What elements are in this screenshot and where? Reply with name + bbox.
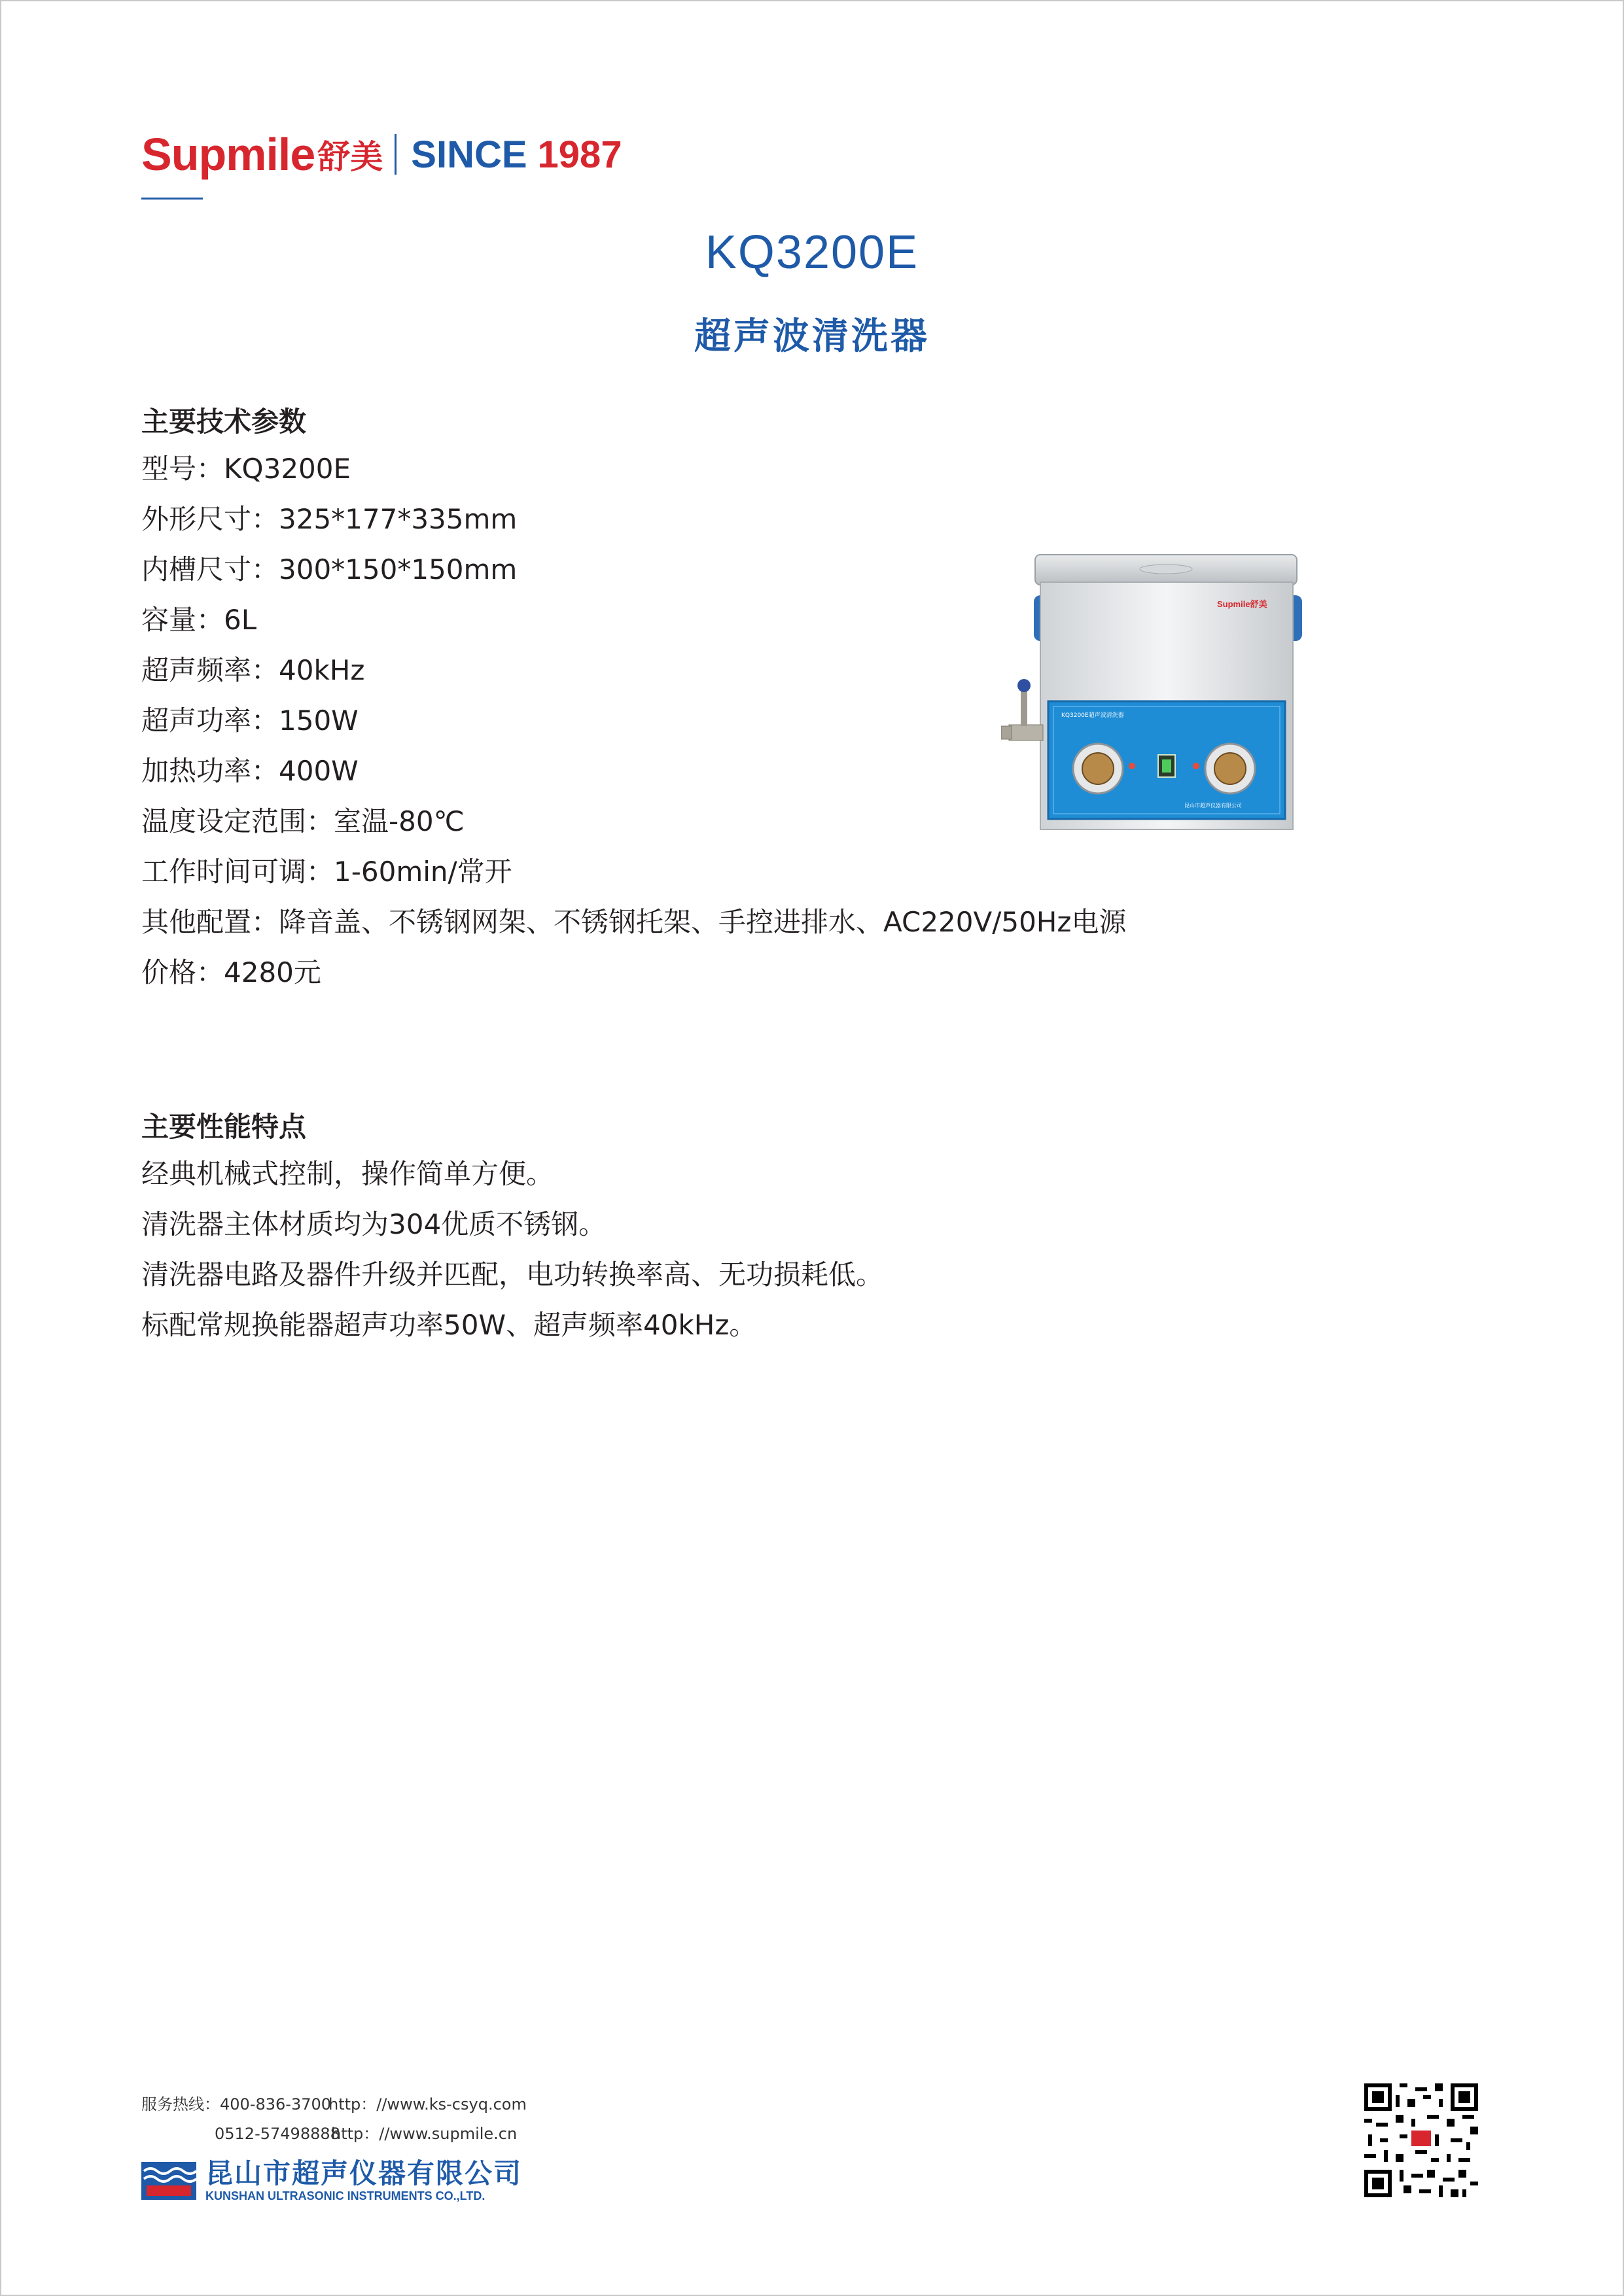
hotline-number-1: 400-836-3700 (220, 2095, 332, 2113)
feature-item: 标配常规换能器超声功率50W、超声频率40kHz。 (141, 1309, 757, 1341)
company-name-en: KUNSHAN ULTRASONIC INSTRUMENTS CO.,LTD. (205, 2189, 485, 2202)
spec-item: 超声频率：40kHz (141, 654, 365, 686)
product-brand-label: Supmile舒美 (1217, 599, 1267, 609)
specs-list (141, 444, 1126, 998)
website-link-2[interactable]: http：//www.supmile.cn (331, 2125, 518, 2143)
logo-divider (395, 134, 397, 175)
qr-code[interactable] (1364, 2083, 1478, 2197)
feature-item: 清洗器主体材质均为304优质不锈钢。 (141, 1208, 607, 1240)
hotline-label: 服务热线： (141, 2095, 220, 2113)
feature-item: 经典机械式控制，操作简单方便。 (141, 1158, 554, 1190)
feature-item: 清洗器电路及器件升级并匹配，电功转换率高、无功损耗低。 (141, 1259, 884, 1291)
panel-label: KQ3200E超声波清洗器 (1061, 712, 1124, 719)
panel-maker-label: 昆山市超声仪器有限公司 (1184, 803, 1242, 809)
spec-item: 加热功率：400W (141, 755, 359, 787)
features-heading: 主要性能特点 (141, 1111, 307, 1143)
hotline-number-2: 0512-57498888 (215, 2125, 340, 2143)
company-brand (141, 2159, 522, 2203)
features-list (141, 1149, 883, 1350)
features-section (141, 1105, 883, 1350)
brand-name-en: Supmile (141, 129, 315, 180)
valve-handle-icon (1017, 679, 1031, 692)
spec-item: 价格：4280元 (141, 956, 321, 988)
specs-heading: 主要技术参数 (141, 406, 307, 438)
spec-item: 其他配置：降音盖、不锈钢网架、不锈钢托架、手控进排水、AC220V/50Hz电源 (141, 906, 1127, 938)
brand-name-cn: 舒美 (317, 138, 383, 176)
spec-item: 工作时间可调：1-60min/常开 (141, 856, 512, 888)
header-accent-line (141, 198, 203, 200)
spec-item: 型号：KQ3200E (141, 453, 351, 485)
website-link-1[interactable]: http：//www.ks-csyq.com (328, 2095, 527, 2113)
since-label: SINCE (411, 133, 527, 176)
company-name-block (205, 2159, 522, 2203)
footer-row-1 (141, 2090, 527, 2119)
spec-item: 超声功率：150W (141, 704, 359, 737)
company-logo-icon (141, 2162, 196, 2200)
drain-valve (1009, 725, 1043, 740)
product-image (1001, 549, 1302, 834)
footer-row-2 (141, 2119, 527, 2149)
product-name-title: 超声波清洗器 (694, 315, 930, 358)
spec-item: 外形尺寸：325*177*335mm (141, 503, 518, 535)
spec-item: 温度设定范围：室温-80℃ (141, 805, 465, 837)
footer-contact (141, 2090, 527, 2149)
spec-item: 内槽尺寸：300*150*150mm (141, 553, 518, 585)
since-year: 1987 (537, 133, 622, 176)
spec-item: 容量：6L (141, 604, 257, 636)
specs-section (141, 400, 1126, 998)
product-model-title: KQ3200E (705, 226, 919, 279)
brand-logo (141, 128, 622, 181)
company-name-cn: 昆山市超声仪器有限公司 (205, 2157, 523, 2189)
